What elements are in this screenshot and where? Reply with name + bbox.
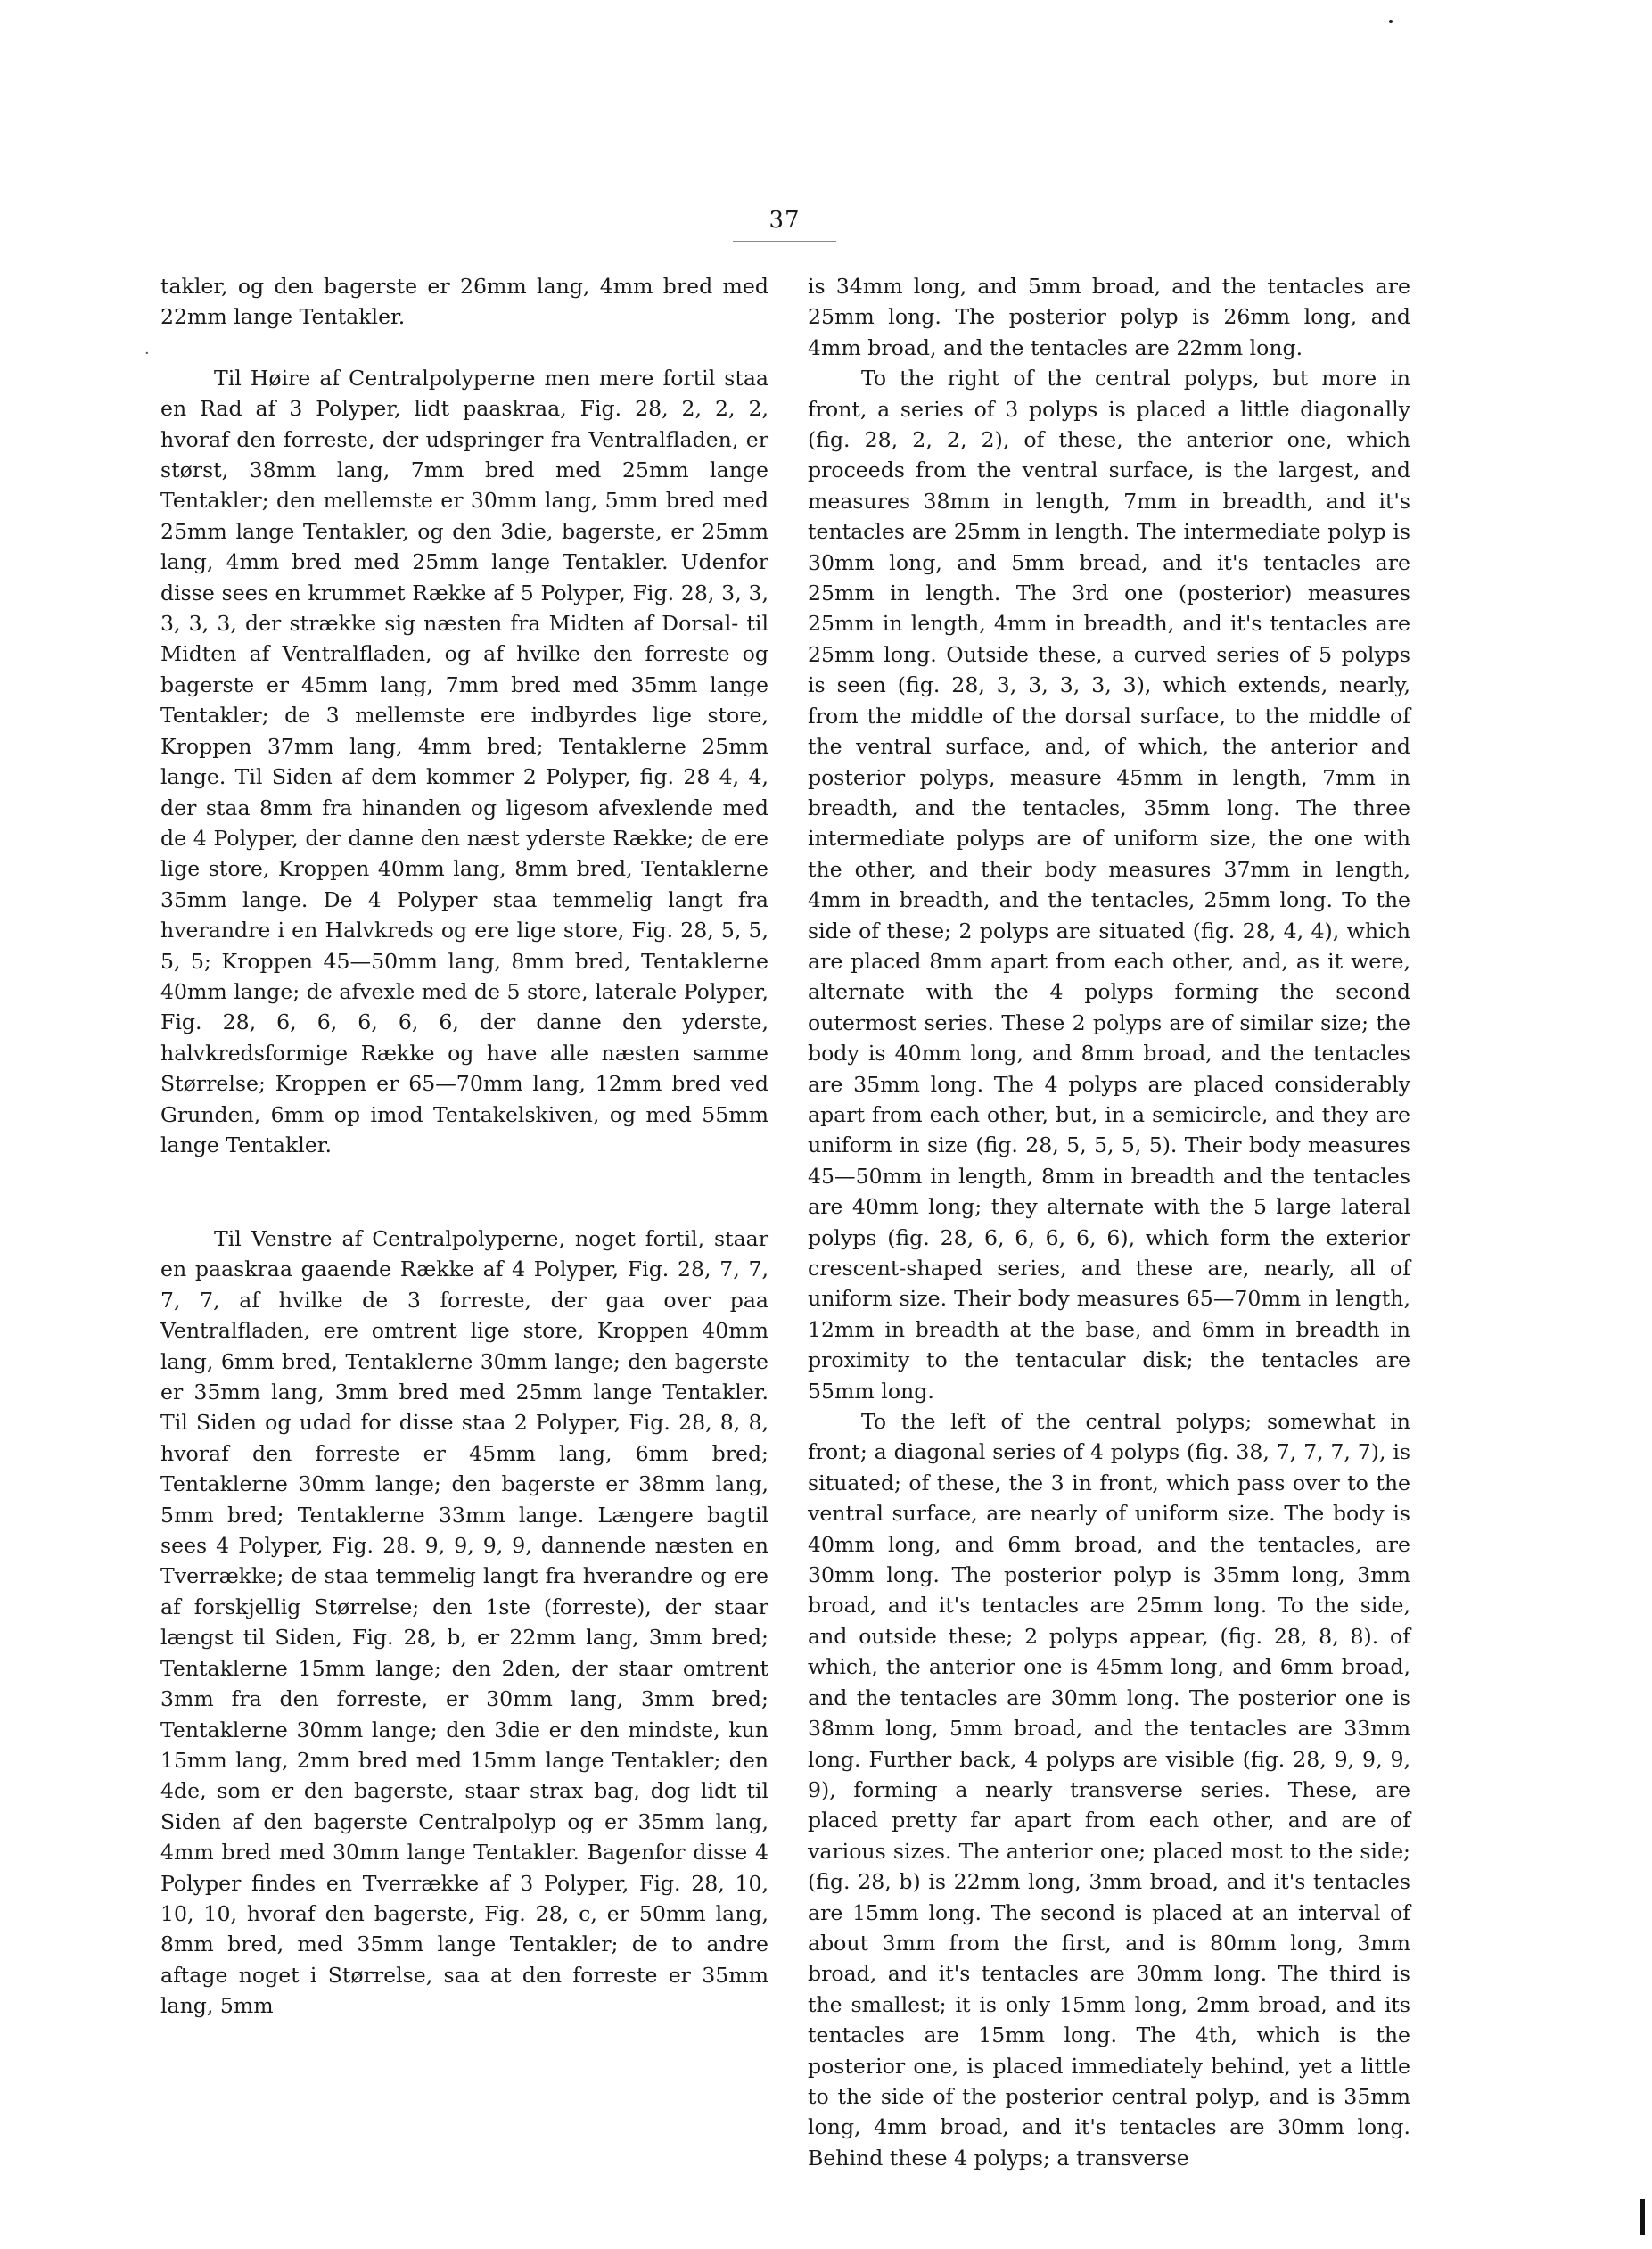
right-paragraph-2: To the right of the central polyps, but more in front, a series of 3 polyps is placed a little diagonally (fig. 28, 2, 2, 2), of these, the anterior one, which proceeds from the ventral surface, is the largest, and measures 38mm in length, 7mm in breadth, and it's tentacles are 25mm in length. The intermediate polyp is 30mm long, and 5mm bread, and it's tentacles are 25mm in length. The 3rd one (posterior) measures 25mm in length, 4mm in breadth, and it's tentacles are 25mm long. Outside these, a curved series of 5 polyps is seen (fig. 28, 3, 3, 3, 3, 3), which extends, nearly, from the middle of the dorsal surface, to the middle of the ventral surface, and, of which, the anterior and posterior polyps, measure 45mm in length, 7mm in breadth, and the tentacles, 35mm long. The three intermediate polyps are of uniform size, the one with the other, and their body measures 37mm in length, 4mm in breadth, and the tentacles, 25mm long. To the side of these; 2 polyps are situated (fig. 28, 4, 4), which are placed 8mm apart from each other, and, as it were, alternate with the 4 polyps forming the second outermost series. These 2 polyps are of similar size; the body is 40mm long, and 8mm broad, and the tentacles are 35mm long. The 4 polyps are placed considerably apart from each other, but, in a semicircle, and they are uniform in size (fig. 28, 5, 5, 5, 5). Their body measures 45—50mm in length, 8mm in breadth and the tentacles are 40mm long; they alternate with the 5 large lateral polyps (fig. 28, 6, 6, 6, 6, 6), which form the exterior crescent-shaped series, and these are, nearly, all of uniform size. Their body measures 65—70mm in length, 12mm in breadth at the base, and 6mm in breadth in proximity to the tentacular disk; the tentacles are 55mm long. [808, 366, 1410, 1404]
left-paragraph-2: Til Høire af Centralpolyperne men mere fortil staa en Rad af 3 Polyper, lidt paaskraa, Fig. 28, 2, 2, 2, hvoraf den forreste, der udspringer fra Ventralfladen, er størst, 38mm lang, 7mm bred med 25mm lange Tentakler; den mellemste er 30mm lang, 5mm bred med 25mm lange Tentakler, og den 3die, bagerste, er 25mm lang, 4mm bred med 25mm lange Tentakler. Udenfor disse sees en krummet Række af 5 Polyper, Fig. 28, 3, 3, 3, 3, 3, der strække sig næsten fra Midten af Dorsal- til Midten af Ventralfladen, og af hvilke den forreste og bagerste er 45mm lang, 7mm bred med 35mm lange Tentakler; de 3 mellemste ere indbyrdes lige store, Kroppen 37mm lang, 4mm bred; Tentaklerne 25mm lange. Til Siden af dem kommer 2 Polyper, fig. 28 4, 4, der staa 8mm fra hinanden og ligesom afvexlende med de 4 Polyper, der danne den næst yderste Række; de ere lige store, Kroppen 40mm lang, 8mm bred, Tentaklerne 35mm lange. De 4 Polyper staa temmelig langt fra hverandre i en Halvkreds og ere lige store, Fig. 28, 5, 5, 5, 5; Kroppen 45—50mm lang, 8mm bred, Tentaklerne 40mm lange; de afvexle med de 5 store, laterale Polyper, Fig. 28, 6, 6, 6, 6, 6, der danne den yderste, halvkredsformige Række og have alle næsten samme Størrelse; Kroppen er 65—70mm lang, 12mm bred ved Grunden, 6mm op imod Tentakelskiven, og med 55mm lange Tentakler. [160, 365, 768, 1157]
left-paragraph-1: takler, og den bagerste er 26mm lang, 4mm bred med 22mm lange Tentakler. [160, 274, 768, 330]
right-column [808, 271, 1410, 2173]
page-number: 37 [768, 207, 801, 234]
left-paragraph-3: Til Venstre af Centralpolyperne, noget fortil, staar en paaskraa gaaende Række af 4 Polyper, Fig. 28, 7, 7, 7, 7, af hvilke de 3 forreste, der gaa over paa Ventralfladen, ere omtrent lige store, Kroppen 40mm lang, 6mm bred, Tentaklerne 30mm lange; den bagerste er 35mm lang, 3mm bred med 25mm lange Tentakler. Til Siden og udad for disse staa 2 Polyper, Fig. 28, 8, 8, hvoraf den forreste er 45mm lang, 6mm bred; Tentaklerne 30mm lange; den bagerste er 38mm lang, 5mm bred; Tentaklerne 33mm lange. Længere bagtil sees 4 Polyper, Fig. 28. 9, 9, 9, 9, dannende næsten en Tverrække; de staa temmelig langt fra hverandre og ere af forskjellig Størrelse; den 1ste (forreste), der staar længst til Siden, Fig. 28, b, er 22mm lang, 3mm bred; Tentaklerne 15mm lange; den 2den, der staar omtrent 3mm fra den forreste, er 30mm lang, 3mm bred; Tentaklerne 30mm lange; den 3die er den mindste, kun 15mm lang, 2mm bred med 15mm lange Tentakler; den 4de, som er den bagerste, staar strax bag, dog lidt til Siden af den bagerste Centralpolyp og er 35mm lang, 4mm bred med 30mm lange Tentakler. Bagenfor disse 4 Polyper findes en Tverrække af 3 Polyper, Fig. 28, 10, 10, 10, hvoraf den bagerste, Fig. 28, c, er 50mm lang, 8mm bred, med 35mm lange Tentakler; de to andre aftage noget i Størrelse, saa at den forreste er 35mm lang, 5mm [160, 1226, 768, 2019]
right-paragraph-1: is 34mm long, and 5mm broad, and the tentacles are 25mm long. The posterior polyp is 26mm long, and 4mm broad, and the tentacles are 22mm long. [808, 274, 1410, 360]
margin-mark: · [144, 344, 150, 363]
page-number-rule [733, 241, 836, 242]
print-speck [1389, 20, 1393, 23]
scan-edge-mark [1640, 2199, 1645, 2235]
right-paragraph-3: To the left of the central polyps; somewhat in front; a diagonal series of 4 polyps (fig. 38, 7, 7, 7, 7), is situated; of these, the 3 in front, which pass over to the ventral surface, are nearly of uniform size. The body is 40mm long, and 6mm broad, and the tentacles, are 30mm long. The posterior polyp is 35mm long, 3mm broad, and it's tentacles are 25mm long. To the side, and outside these; 2 polyps appear, (fig. 28, 8, 8). of which, the anterior one is 45mm long, and 6mm broad, and the tentacles are 30mm long. The posterior one is 38mm long, 5mm broad, and the tentacles are 33mm long. Further back, 4 polyps are visible (fig. 28, 9, 9, 9, 9), forming a nearly transverse series. These, are placed pretty far apart from each other, and are of various sizes. The anterior one; placed most to the side; (fig. 28, b) is 22mm long, 3mm broad, and it's tentacles are 15mm long. The second is placed at an interval of about 3mm from the first, and is 80mm long, 3mm broad, and it's tentacles are 30mm long. The third is the smallest; it is only 15mm long, 2mm broad, and its tentacles are 15mm long. The 4th, which is the posterior one, is placed immediately behind, yet a little to the side of the posterior central polyp, and is 35mm long, 4mm broad, and it's tentacles are 30mm long. Behind these 4 polyps; a transverse [808, 1409, 1410, 2171]
left-column-top [160, 271, 768, 1160]
left-column-bottom [160, 1223, 768, 2022]
